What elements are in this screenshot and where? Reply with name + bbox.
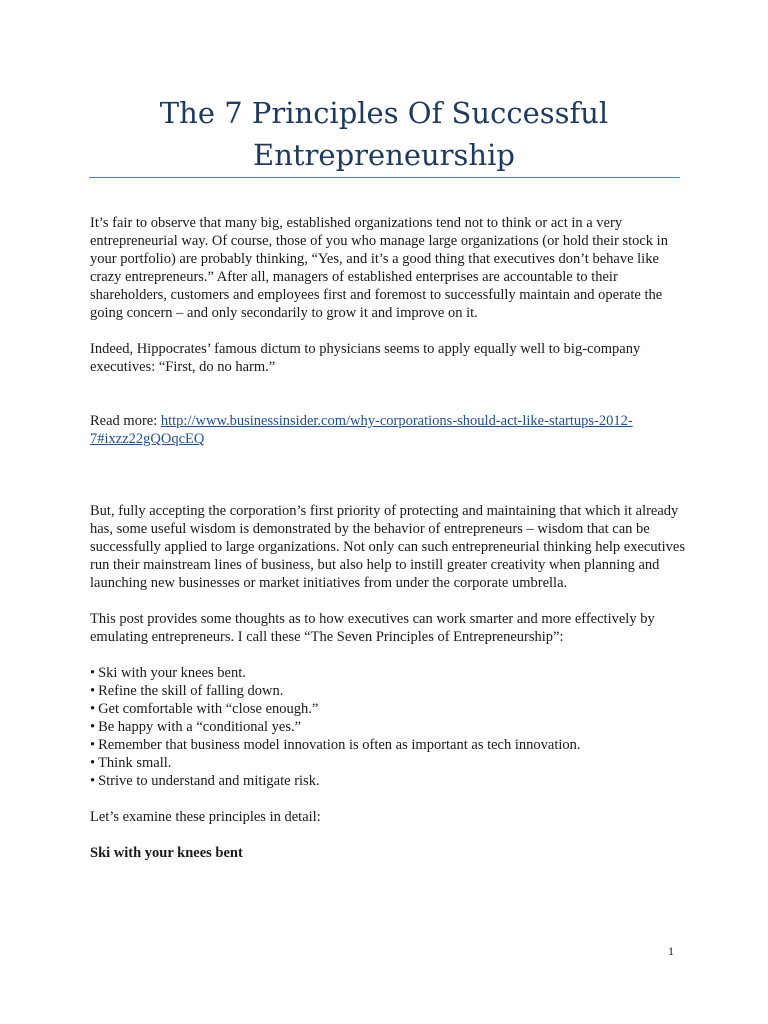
list-item	[90, 754, 690, 772]
list-item	[90, 682, 690, 700]
list-item-text: Remember that business model innovation is often as important as tech innovation.	[98, 737, 581, 753]
list-item	[90, 772, 690, 790]
list-item-text: Ski with your knees bent.	[98, 665, 246, 681]
page-title: The 7 Principles Of Successful Entrepreneurship	[159, 96, 609, 172]
bullet-mark: •	[90, 773, 96, 789]
list-item-text: Get comfortable with “close enough.”	[98, 701, 319, 717]
paragraph-intro: It’s fair to observe that many big, established organizations tend not to think or act in a very entrepreneurial way. Of course, those of you who manage large organizations (or hold their stock in your portfolio) are probably thinking, “Yes, and it’s a good thing that executives don’t behave like crazy entrepreneurs.” After all, managers of established enterprises are accountable to their shareholders, customers and employees first and foremost to successfully maintain and operate the going concern – and only secondarily to grow it and improve on it.	[90, 215, 668, 321]
list-item-text: Be happy with a “conditional yes.”	[98, 719, 302, 735]
list-item	[90, 700, 690, 718]
paragraph-wisdom: But, fully accepting the corporation’s first priority of protecting and maintaining that which it already has, some useful wisdom is demonstrated by the behavior of entrepreneurs – wisdom that can be successfully applied to large organizations. Not only can such entrepreneurial thinking help executives run their mainstream lines of business, but also help to instill greater creativity when planning and launching new businesses or market initiatives from under the corporate umbrella.	[90, 503, 685, 591]
bullet-mark: •	[90, 665, 96, 681]
bullet-mark: •	[90, 683, 96, 699]
paragraph-read-more	[90, 412, 690, 448]
bullet-mark: •	[90, 719, 96, 735]
list-item-text: Refine the skill of falling down.	[98, 683, 284, 699]
paragraph-post-intro: This post provides some thoughts as to how executives can work smarter and more effectively by emulating entrepreneurs. I call these “The Seven Principles of Entrepreneurship”:	[90, 611, 655, 645]
list-item	[90, 718, 690, 736]
document-body	[90, 214, 690, 862]
bullet-mark: •	[90, 701, 96, 717]
read-more-label: Read more:	[90, 413, 161, 429]
paragraph-hippocrates: Indeed, Hippocrates’ famous dictum to physicians seems to apply equally well to big-company executives: “First, do no harm.”	[90, 341, 641, 375]
list-item	[90, 736, 690, 754]
page-number: 1	[668, 944, 674, 958]
bullet-mark: •	[90, 755, 96, 771]
list-item	[90, 664, 690, 682]
principles-list	[90, 664, 690, 790]
list-item-text: Strive to understand and mitigate risk.	[98, 773, 320, 789]
list-item-text: Think small.	[98, 755, 172, 771]
bullet-mark: •	[90, 737, 96, 753]
section-heading: Ski with your knees bent	[90, 845, 243, 861]
read-more-link[interactable]: http://www.businessinsider.com/why-corporations-should-act-like-startups-2012-7#ixzz22gQOqcEQ	[90, 413, 633, 447]
title-divider	[89, 177, 680, 178]
paragraph-examine: Let’s examine these principles in detail:	[90, 809, 321, 825]
